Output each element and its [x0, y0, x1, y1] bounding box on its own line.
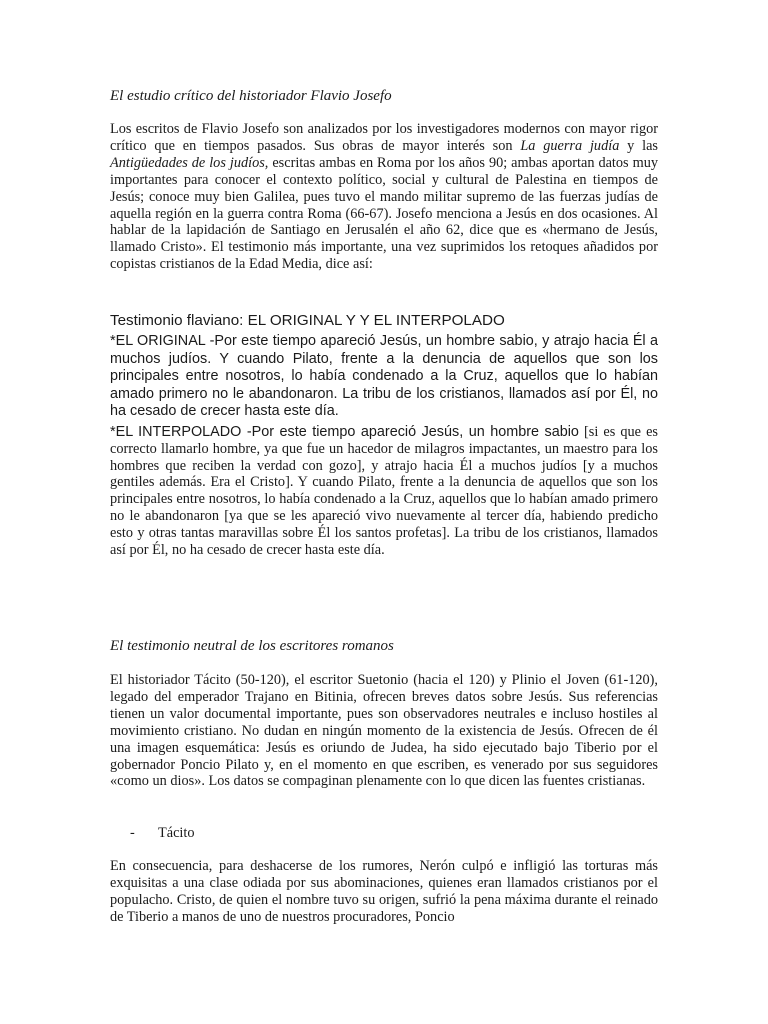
paragraph-romanos: El historiador Tácito (50-120), el escritor Suetonio (hacia el 120) y Plinio el Joven (61-120), legado del emperador Trajano en Bitinia, ofrecen breves datos sobre Jesús. Sus referencias tienen un valor documental importante, pues son observadores neutrales e incluso hostiles al movimiento cristiano. No dudan en ningún momento de la existencia de Jesús. Ofrecen de él una imagen esquemática: Jesús es oriundo de Judea, ha sido ejecutado bajo Tiberio por el gobernador Poncio Pilato y, en el momento en que escriben, es venerado por sus seguidores «como un dios». Los datos se compaginan plenamente con lo que dicen las fuentes cristianas.	[110, 672, 658, 790]
testimonio-original: *EL ORIGINAL -Por este tiempo apareció Jesús, un hombre sabio, y atrajo hacia Él a muchos judíos. Y cuando Pilato, frente a la denuncia de aquellos que son los principales entre nosotros, lo había condenado a la Cruz, aquellos que lo habían amado primero no le abandonaron. La tribu de los cristianos, llamados así por Él, no ha cesado de crecer hasta este día.	[110, 333, 658, 420]
list-bullet: -	[130, 825, 135, 841]
section-heading-josefo: El estudio crítico del historiador Flavio Josefo	[110, 88, 392, 104]
paragraph-text: escritas ambas en Roma por los años 90; ambas aportan datos muy importantes para conocer el contexto político, social y cultural de Palestina en tiempos de Jesús; conoce muy bien Galilea, pues tuvo el mando militar supremo de las fuerzas judías de aquella región en la guerra contra Roma (66-67). Josefo menciona a Jesús en dos ocasiones. Al hablar de la lapidación de Santiago en Jerusalén el año 62, dice que es «hermano de Jesús, llamado Cristo». El testimonio más importante, una vez suprimidos los retoques añadidos por copistas cristianos de la Edad Media, dice así:	[110, 154, 658, 273]
paragraph-text: Los escritos de Flavio Josefo son analizados por los investigadores modernos con mayor rigor crítico que en tiempos pasados. Sus obras de mayor interés son	[110, 121, 658, 154]
list-item-tacito	[130, 825, 430, 842]
testimonio-title: Testimonio flaviano: EL ORIGINAL Y Y EL INTERPOLADO	[110, 312, 505, 329]
section-heading-romanos: El testimonio neutral de los escritores romanos	[110, 638, 394, 654]
paragraph-text: y las	[619, 137, 658, 154]
paragraph-josefo	[110, 121, 658, 273]
interpolado-text: [si es que es correcto llamarlo hombre, ya que fue un hacedor de milagros impactantes, un maestro para los hombres que reciben la verdad con gozo], y atrajo hacia Él a muchos judíos [y a muchos gentiles además. Era el Cristo]. Y cuando Pilato, frente a la denuncia de aquellos que son los principales entre nosotros, lo había condenado a la Cruz, aquellos que lo habían amado primero no le abandonaron [ya que se les apareció vivo nuevamente al tercer día, habiendo predicho esto y otras tantas maravillas sobre Él los santos profetas]. La tribu de los cristianos, llamados así por Él, no ha cesado de crecer hasta este día.	[110, 424, 658, 558]
testimonio-interpolado	[110, 424, 658, 558]
paragraph-tacito: En consecuencia, para deshacerse de los rumores, Nerón culpó e infligió las torturas más exquisitas a una clase odiada por sus abominaciones, quienes eran llamados cristianos por el populacho. Cristo, de quien el nombre tuvo su origen, sufrió la pena máxima durante el reinado de Tiberio a manos de uno de nuestros procuradores, Poncio	[110, 858, 658, 925]
interpolado-lead: *EL INTERPOLADO -Por este tiempo apareció Jesús, un hombre sabio	[110, 424, 579, 440]
book-title-guerra: La guerra judía	[520, 137, 620, 154]
book-title-antiguedades: Antigüedades de los judíos,	[110, 154, 269, 171]
list-item-label: Tácito	[158, 825, 195, 841]
